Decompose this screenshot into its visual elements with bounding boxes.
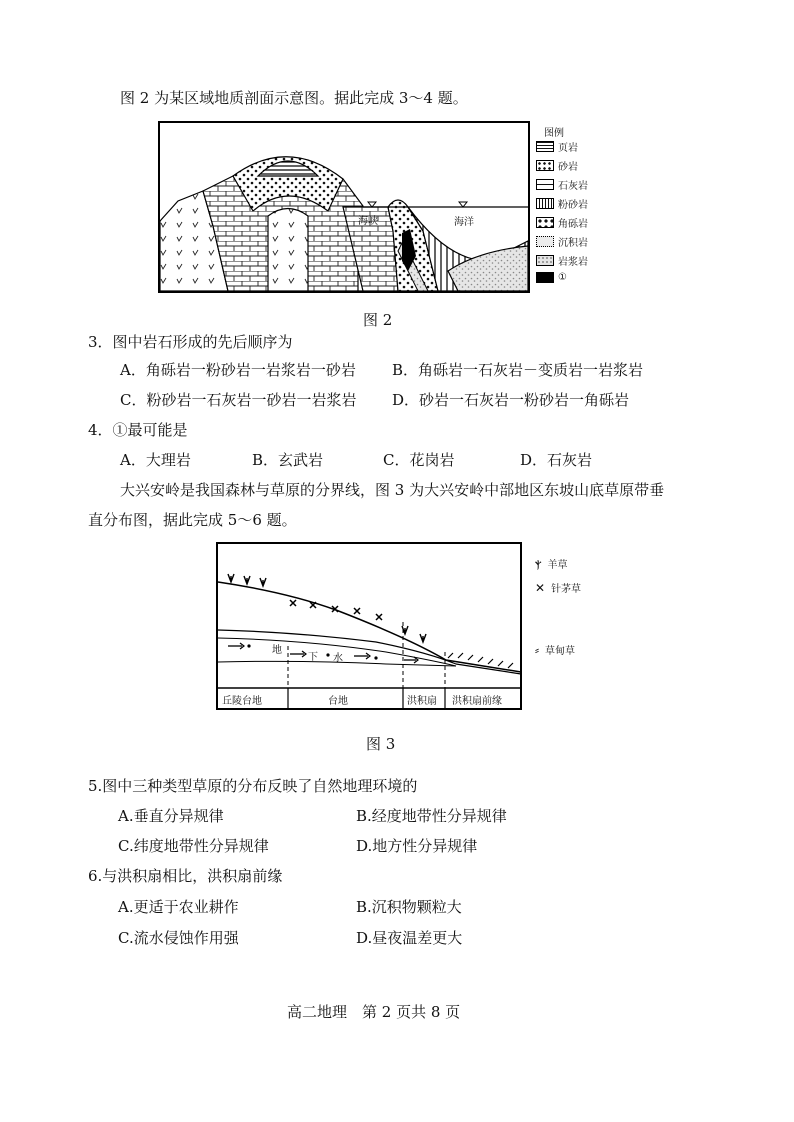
label-strait: 海峡	[358, 216, 378, 227]
legend-limestone: 石灰岩	[536, 177, 588, 192]
figure-2-geologic-section	[158, 121, 530, 293]
q4-option-c: C．花岗岩	[383, 451, 455, 469]
siltstone-swatch-icon	[536, 198, 554, 209]
legend-needlegrass: ✕ 针茅草	[535, 580, 582, 595]
q6-option-c: C.流水侵蚀作用强	[118, 929, 239, 947]
legend-item-1: ①	[536, 272, 567, 283]
breccia-swatch-icon	[536, 217, 554, 228]
q5-option-b: B.经度地带性分异规律	[356, 807, 507, 825]
q5-option-c: C.纬度地带性分异规律	[118, 837, 269, 855]
page-footer: 高二地理 第 2 页共 8 页	[287, 1003, 461, 1021]
zone-fan-front: 洪积扇前缘	[452, 696, 502, 707]
q5-option-a: A.垂直分异规律	[118, 807, 224, 825]
figure-3-caption: 图 3	[366, 735, 396, 753]
legend-magmatic: 岩浆岩	[536, 253, 588, 268]
meadow-grass-symbol-icon: ⸗	[535, 642, 539, 657]
flow-char-shui: 水	[333, 653, 343, 664]
q3-option-b: B．角砾岩一石灰岩－变质岩一岩浆岩	[392, 361, 644, 379]
legend-sandstone: 砂岩	[536, 158, 578, 173]
q4-option-d: D．石灰岩	[520, 451, 593, 469]
legend-title: 图例	[544, 128, 564, 139]
q5-stem: 5.图中三种类型草原的分布反映了自然地理环境的	[88, 777, 418, 795]
legend-leymus: ⲯ 羊草	[535, 556, 568, 571]
legend-shale: 页岩	[536, 139, 578, 154]
zone-alluvial-fan: 洪积扇	[407, 696, 437, 707]
sandstone-swatch-icon	[536, 160, 554, 171]
intro-q5-6-line1: 大兴安岭是我国森林与草原的分界线，图 3 为大兴安岭中部地区东坡山底草原带垂	[120, 481, 665, 499]
figure-2-caption: 图 2	[363, 311, 393, 329]
legend-breccia: 角砾岩	[536, 215, 588, 230]
q6-option-b: B.沉积物颗粒大	[356, 898, 462, 916]
q5-option-d: D.地方性分异规律	[356, 837, 478, 855]
q4-stem: 4．①最可能是	[88, 421, 188, 439]
q3-option-a: A．角砾岩一粉砂岩一岩浆岩一砂岩	[120, 361, 356, 379]
needlegrass-symbol-icon: ✕	[535, 580, 546, 595]
figure-3-grassland-profile	[216, 542, 522, 710]
q6-option-d: D.昼夜温差更大	[356, 929, 463, 947]
q6-option-a: A.更适于农业耕作	[118, 898, 239, 916]
legend-meadow-grass: ⸗ 草甸草	[535, 642, 575, 657]
shale-swatch-icon	[536, 141, 554, 152]
q4-option-b: B．玄武岩	[252, 451, 324, 469]
legend-siltstone: 粉砂岩	[536, 196, 588, 211]
flow-char-di: 地	[272, 645, 282, 656]
zone-hilly-tableland: 丘陵台地	[222, 696, 262, 707]
legend-sedimentary: 沉积岩	[536, 234, 588, 249]
limestone-swatch-icon	[536, 179, 554, 190]
label-ocean: 海洋	[454, 217, 474, 228]
grassland-profile-diagram	[216, 542, 522, 710]
q4-option-a: A．大理岩	[120, 451, 191, 469]
sedimentary-swatch-icon	[536, 236, 554, 247]
q3-stem: 3．图中岩石形成的先后顺序为	[88, 333, 293, 351]
zone-tableland: 台地	[328, 696, 348, 707]
intro-q5-6-line2: 直分布图，据此完成 5～6 题。	[88, 511, 297, 529]
q3-option-c: C．粉砂岩一石灰岩一砂岩一岩浆岩	[120, 391, 357, 409]
q6-stem: 6.与洪积扇相比，洪积扇前缘	[88, 867, 283, 885]
intro-q3-4: 图 2 为某区域地质剖面示意图。据此完成 3～4 题。	[120, 89, 468, 107]
leymus-symbol-icon: ⲯ	[535, 556, 542, 570]
geologic-section-diagram	[158, 121, 530, 293]
magmatic-swatch-icon	[536, 255, 554, 266]
solid-black-swatch-icon	[536, 272, 554, 283]
flow-char-xia: 下	[308, 652, 318, 663]
q3-option-d: D．砂岩一石灰岩一粉砂岩一角砾岩	[392, 391, 630, 409]
